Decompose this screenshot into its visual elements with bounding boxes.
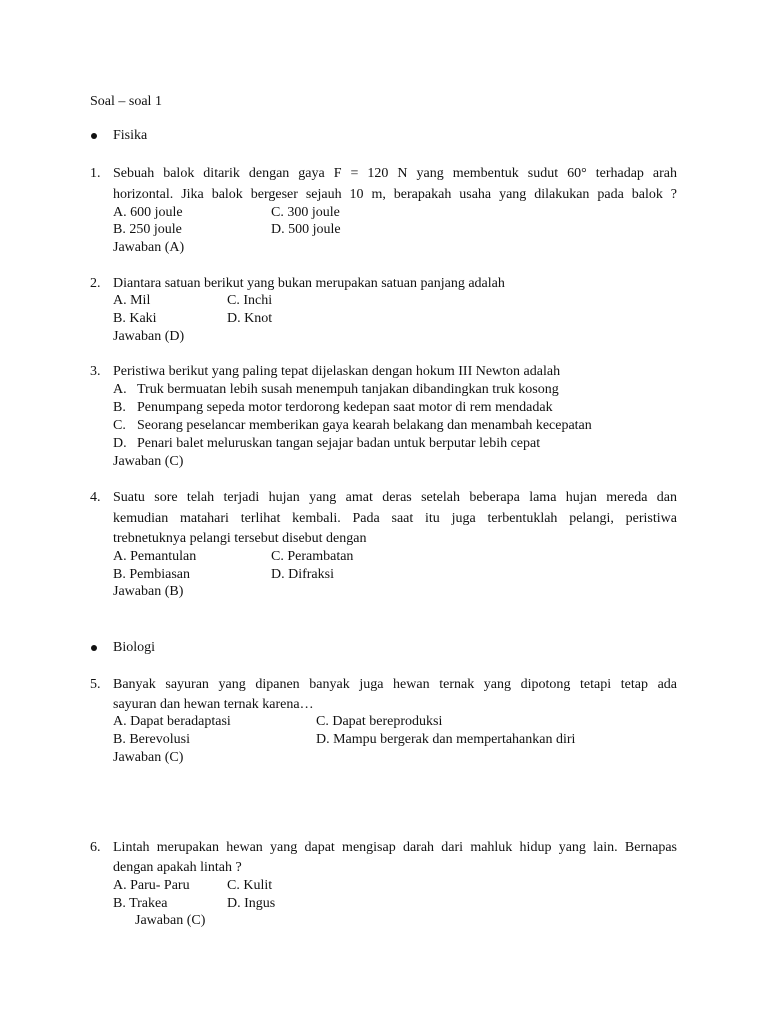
option-letter: A. [113,382,127,397]
answer-text: Jawaban (C) [113,750,184,765]
option: D. Difraksi [271,567,334,582]
option: D. 500 joule [271,222,341,237]
option: C. Kulit [227,878,273,893]
option: Penumpang sepeda motor terdorong kedepan saat motor di rem mendadak [137,400,553,415]
section-heading-fisika: Fisika [113,128,148,143]
question-number: 4. [90,490,101,505]
option: C. Perambatan [271,549,354,564]
question-text: kemudian matahari terlihat kembali. Pada saat itu juga terbentuklah pelangi, peristiwa [113,511,677,526]
question-text: Lintah merupakan hewan yang dapat mengisap darah dari mahluk hidup yang lain. Bernapas [113,840,677,855]
question-number: 1. [90,166,101,181]
option: A. Paru- Paru [113,878,190,893]
answer-text: Jawaban (C) [135,913,206,928]
option: B. Berevolusi [113,732,190,747]
answer-text: Jawaban (C) [113,454,184,469]
option-letter: C. [113,418,126,433]
option: B. Kaki [113,311,157,326]
question-text: dengan apakah lintah ? [113,860,242,875]
question-number: 3. [90,364,101,379]
option: A. 600 joule [113,205,183,220]
option: B. Trakea [113,896,168,911]
section-heading-biologi: Biologi [113,640,156,655]
option-letter: B. [113,400,126,415]
question-text: Diantara satuan berikut yang bukan merupakan satuan panjang adalah [113,276,505,291]
question-text: Peristiwa berikut yang paling tepat dijelaskan dengan hokum III Newton adalah [113,364,561,379]
question-text: Sebuah balok ditarik dengan gaya F = 120 N yang membentuk sudut 60° terhadap arah [113,166,677,181]
question-text: horizontal. Jika balok bergeser sejauh 10 m, berapakah usaha yang dilakukan pada balok ? [113,187,677,202]
option: D. Knot [227,311,273,326]
option-letter: D. [113,436,127,451]
question-text: trebnetuknya pelangi tersebut disebut dengan [113,531,367,546]
bullet-icon [91,645,97,651]
option: Seorang peselancar memberikan gaya kearah belakang dan menambah kecepatan [137,418,592,433]
option: A. Dapat beradaptasi [113,714,231,729]
question-text: Suatu sore telah terjadi hujan yang amat deras setelah beberapa lama hujan mereda dan [113,490,677,505]
option: C. Inchi [227,293,273,308]
option: D. Ingus [227,896,276,911]
question-text: sayuran dan hewan ternak karena… [113,697,314,712]
option: Truk bermuatan lebih susah menempuh tanjakan dibandingkan truk kosong [137,382,559,397]
question-number: 5. [90,677,101,692]
option: A. Mil [113,293,151,308]
option: C. Dapat bereproduksi [316,714,443,729]
question-text: Banyak sayuran yang dipanen banyak juga hewan ternak yang dipotong tetapi tetap ada [113,677,677,692]
option: B. Pembiasan [113,567,190,582]
option: Penari balet meluruskan tangan sejajar badan untuk berputar lebih cepat [137,436,541,451]
option: D. Mampu bergerak dan mempertahankan diri [316,732,576,747]
page-title: Soal – soal 1 [90,94,162,109]
option: C. 300 joule [271,205,340,220]
answer-text: Jawaban (B) [113,584,184,599]
question-number: 2. [90,276,101,291]
answer-text: Jawaban (D) [113,329,185,344]
answer-text: Jawaban (A) [113,240,185,255]
question-number: 6. [90,840,101,855]
option: B. 250 joule [113,222,182,237]
bullet-icon [91,133,97,139]
option: A. Pemantulan [113,549,197,564]
